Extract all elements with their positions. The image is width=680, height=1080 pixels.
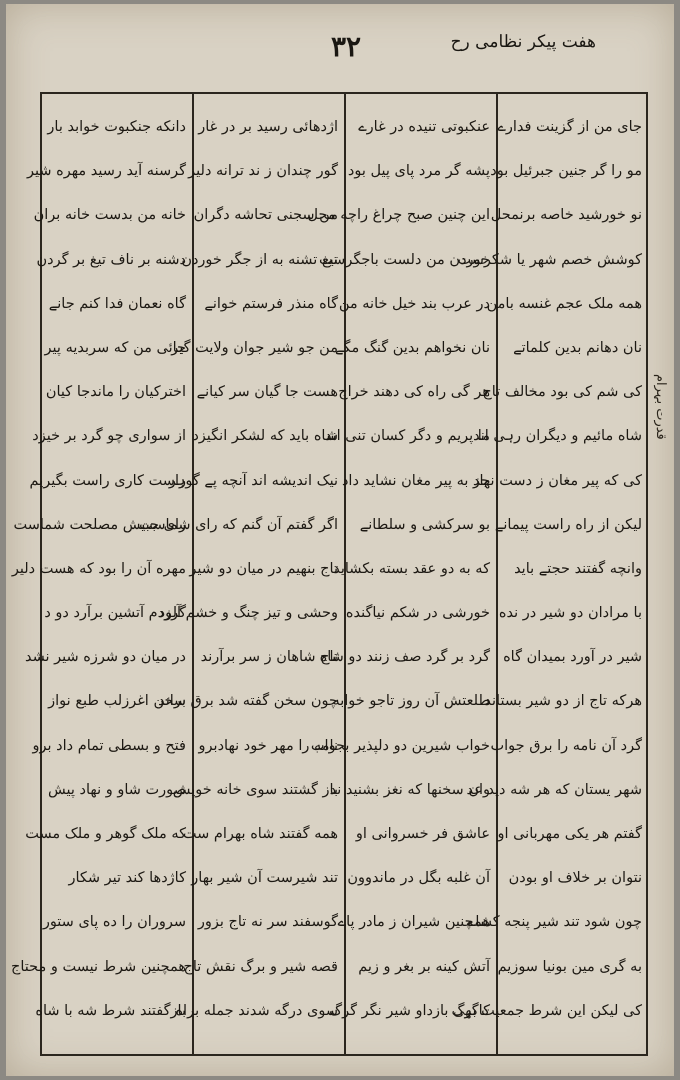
verse-line: شاه مائیم و دیگران رہی اند xyxy=(473,428,642,445)
verse-line: چون سخن گفته شد برق براند xyxy=(158,693,338,710)
verse-line: گفتم هر یکی مهربانی او xyxy=(497,826,642,842)
verse-line: رای جبیش مصلحت شماست xyxy=(13,516,186,533)
verse-line: طلعتش آن روز تاجو خوابه xyxy=(332,693,490,710)
verse-line: کاژدها کند تیر شکار xyxy=(68,870,186,887)
verse-line: تیغ تشنه به از جگر خوردن xyxy=(181,251,338,268)
verse-line: گرزدم آتشین برآرد دو د xyxy=(44,605,186,622)
verse-line: هر گی راه کی دهند خراج xyxy=(338,384,490,401)
text-frame xyxy=(10,92,648,1056)
verse-line: مو را گر جنین جبرئیل بود xyxy=(490,163,642,180)
verse-line: نامه را مهر خود نهادبرو xyxy=(198,737,338,754)
verse-line: گوسفند سر نه تاج بزور xyxy=(197,914,338,931)
verse-line: از سواری چو گرد بر خیزد xyxy=(32,428,186,445)
verse-line: این چنین صبح چراغ راچه محل xyxy=(307,207,490,224)
verse-line: کی که پیر مغان ز دست نهاد xyxy=(472,472,642,489)
verse-line: به گری مین بونیا سوزیم xyxy=(497,958,642,975)
verse-line: تاج بنهیم در میان دو شیر xyxy=(189,560,338,577)
verse-line: سوی درگه شدند جمله براه xyxy=(175,1002,338,1019)
verse-line: وحشی و تیز چنگ و خشم آلود xyxy=(158,605,338,622)
page-number: ۳۲ xyxy=(330,30,362,63)
verse-column-3 xyxy=(139,110,338,1038)
verse-line: کی لیکن این شرط جمعیت برگ xyxy=(451,1002,642,1019)
verse-line: عنکبوتی تنیده در غارے xyxy=(358,119,490,135)
verse-line: چون شود تند شیر پنجه کشاے xyxy=(466,914,642,931)
verse-line: جای من از گزینت فدارے xyxy=(497,119,642,135)
verse-line: وان سخنها که نغز بشنید ند xyxy=(329,781,490,798)
verse-line: همه ملک عجم غنسه بامن xyxy=(486,295,642,312)
verse-line: گاه منذر فرستم خوانے xyxy=(204,295,338,312)
verse-line: صورت شاو و نهاد پیش xyxy=(48,781,186,798)
verse-line: همه گفتند شاه بهرام ست xyxy=(182,826,338,842)
verse-line: دانکه جنکبوت خوابد بار xyxy=(47,119,186,135)
verse-line: اگر گفتم آن گنم که رای شماست xyxy=(139,516,338,533)
verse-line: پشه گر مرد پای پیل بود xyxy=(347,163,490,180)
verse-line: گور چندان ز ند ترانه دلیر xyxy=(188,163,338,180)
verse-line: اخترکیان را ماندجا کیان xyxy=(45,384,186,401)
page-title: هفت پیکر نظامی رح xyxy=(450,32,596,52)
verse-line: خورشی در شکم نیاگنده xyxy=(345,605,490,622)
verse-line: خواب شیرین دو دلپذیر بجواب xyxy=(310,737,490,754)
verse-line: قصه شیر و برگ نقش تاج xyxy=(183,958,338,975)
verse-line: گرد آن نامه را برق جواب xyxy=(490,737,642,754)
verse-line: اژدهائی رسید بر در غار xyxy=(198,119,338,135)
verse-column-2 xyxy=(307,110,490,1038)
verse-line: ما پریم و دگر کسان تنی اند xyxy=(324,428,490,445)
verse-column-1 xyxy=(451,110,642,1038)
verse-line: گاه نعمان فدا کنم جانے xyxy=(48,295,186,312)
verse-line: نان نخواهم بدین گنگ مگے xyxy=(335,339,490,356)
verse-line: نیک اندیشه اند آنچه پے گوہر xyxy=(168,472,338,489)
verse-line: تاج شاهان ز سر برآرند xyxy=(200,649,338,666)
verse-line: که ملک گوهر و ملک مست xyxy=(25,826,186,842)
verse-line: کاگهی بازداو شیر نگر گرگ xyxy=(329,1002,490,1019)
verse-line: هرکه تاج از دو شیر بستاند xyxy=(484,693,642,710)
verse-line: در میان دو شرزه شیر نشد xyxy=(24,649,186,666)
verse-line: سروران را ده پای ستور xyxy=(42,914,186,931)
verse-line: آن غلبه بگل در ماندوون xyxy=(347,870,490,887)
verse-line: هست جا گیان سر کیانے xyxy=(196,384,338,401)
verse-line: نان دهانم بدین کلماتے xyxy=(513,339,642,356)
verse-line: من جو شیر جوان ولایت گیر xyxy=(171,339,338,356)
verse-line: دشنه بر ناف تیغ بر گردن xyxy=(36,251,186,268)
verse-line: جز به پیر مغان نشاید داد xyxy=(341,472,490,489)
verse-line: گرسنه آید رسید مهره شیر xyxy=(26,163,186,180)
verse-column-4 xyxy=(10,110,186,1038)
verse-line: عاشق فر خسروانی او xyxy=(355,826,490,842)
verse-line: بو سرکشی و سلطانے xyxy=(359,516,490,533)
verse-line: مهره آن را بود که هست دلیر xyxy=(11,560,186,577)
verse-line: خانه من بدست خانه بران xyxy=(33,207,186,224)
verse-line: باز گشتند سوی خانه خویش xyxy=(172,781,338,798)
verse-line: گرد بر گرد صف زنند دو شاه xyxy=(319,649,490,666)
margin-note: قدرت بہرام xyxy=(653,374,668,440)
verse-line: نتوان بر خلاف او بودن xyxy=(508,870,642,887)
verse-line: بازگفتند شرط شه با شاه xyxy=(35,1002,186,1019)
verse-line: آتش کینه بر بغر و زیم xyxy=(358,958,490,975)
frame-right-rule xyxy=(646,92,648,1056)
verse-line: که به دو عقد بسته بکشاید xyxy=(333,560,490,577)
verse-line: خوردن من دلست باجگرست xyxy=(318,251,490,268)
verse-line: با مرادان دو شیر در نده xyxy=(498,605,642,622)
verse-line: نو خورشید خاصه برنمحل xyxy=(490,207,642,224)
verse-line: شهر یستان که هر شه دید عد xyxy=(466,781,642,798)
verse-line: شاه باید که لشکر انگیزد xyxy=(192,428,338,445)
verse-line: همچنین شرط نیست و محتاج xyxy=(10,958,186,975)
verse-line: تند شیرست آن شیر بهار xyxy=(191,870,338,887)
verse-line: سخن اغرزلب طبع نواز xyxy=(48,693,186,710)
verse-line: جائی من که سربدیه پیر xyxy=(44,339,186,356)
verse-line: لیکن از راه راست پیمانے xyxy=(494,516,642,533)
manuscript-page xyxy=(6,4,674,1076)
verse-line: در عرب بند خیل خانه من xyxy=(338,295,490,312)
verse-line: شیر در آورد بمیدان گاه xyxy=(503,649,642,666)
verse-line: کی شم کی بود مخالف تاج xyxy=(482,384,642,401)
verse-line: کوشش خصم شهر یا شکرست xyxy=(457,251,642,268)
verse-line: همچنین شیران ز مادر پاے xyxy=(337,914,490,931)
verse-line: فتح و بسطی تمام داد برو xyxy=(32,737,186,754)
verse-line: وانچه گفتند حجتے باید xyxy=(514,560,642,577)
verse-line: راست کاری راست بگیریم xyxy=(29,472,186,489)
verse-line: من سجنی تحاشه دگران xyxy=(193,207,338,224)
